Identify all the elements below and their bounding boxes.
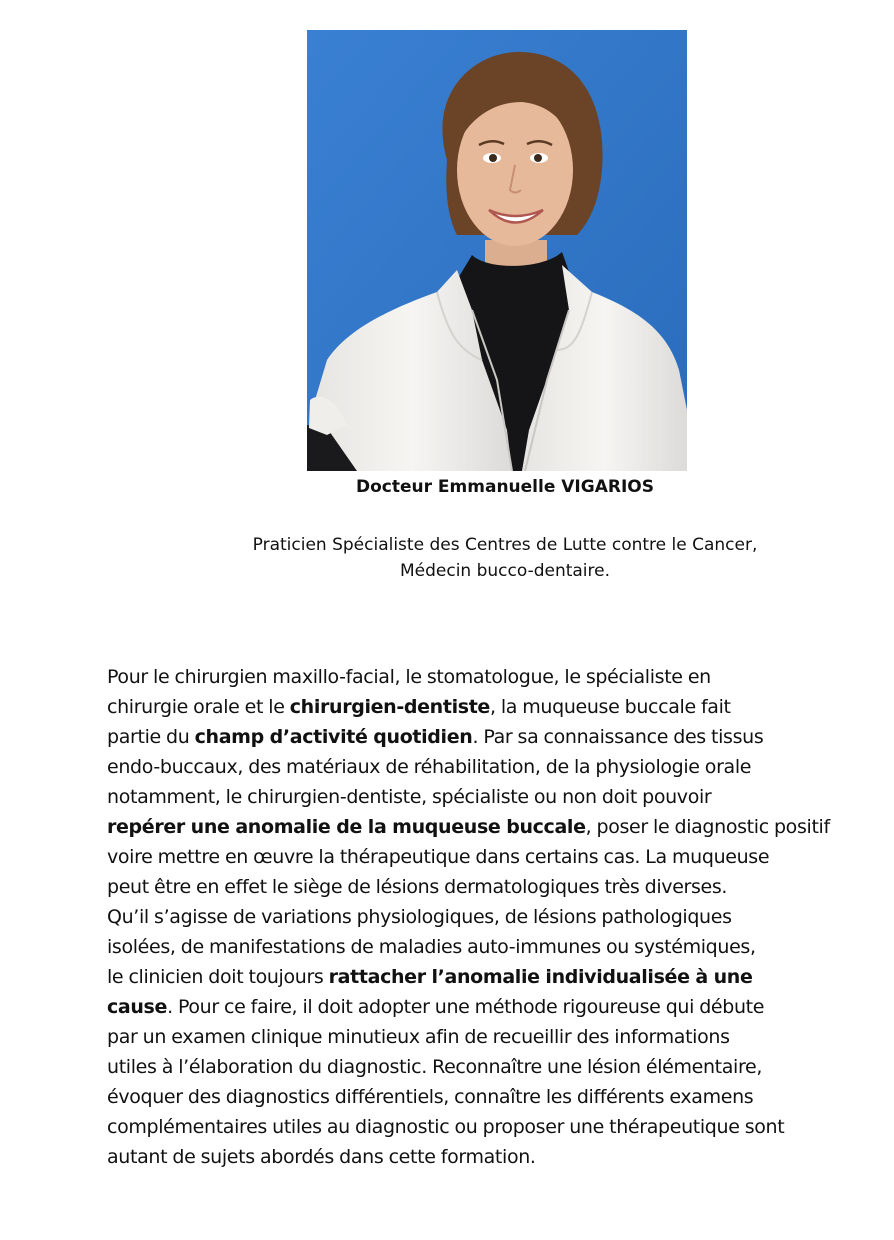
paragraph-line: endo-buccaux, des matériaux de réhabilitation, de la physiologie orale	[107, 756, 752, 778]
paragraph-line: peut être en effet le siège de lésions dermatologiques très diverses.	[107, 876, 728, 898]
paragraph-line: voire mettre en œuvre la thérapeutique dans certains cas. La muqueuse	[107, 846, 770, 868]
doctor-name: Docteur Emmanuelle VIGARIOS	[356, 477, 654, 497]
doctor-portrait-photo	[307, 30, 687, 471]
paragraph-line: Qu’il s’agisse de variations physiologiques, de lésions pathologiques	[107, 906, 732, 928]
paragraph-line: complémentaires utiles au diagnostic ou proposer une thérapeutique sont	[107, 1116, 785, 1138]
training-description	[107, 662, 877, 1172]
affiliation-line-2: Médecin bucco-dentaire.	[399, 561, 611, 581]
paragraph-line: chirurgie orale et le chirurgien-dentiste, la muqueuse buccale fait	[107, 696, 731, 718]
highlight-text: rattacher l’anomalie individualisée à une	[328, 966, 753, 988]
paragraph-line: par un examen clinique minutieux afin de recueillir des informations	[107, 1026, 730, 1048]
paragraph-line: notamment, le chirurgien-dentiste, spécialiste ou non doit pouvoir	[107, 786, 712, 808]
highlight-text: chirurgien-dentiste	[289, 696, 490, 718]
paragraph-line: repérer une anomalie de la muqueuse buccale, poser le diagnostic positif	[107, 816, 830, 838]
paragraph-line: utiles à l’élaboration du diagnostic. Reconnaître une lésion élémentaire,	[107, 1056, 763, 1078]
paragraph-line: le clinicien doit toujours rattacher l’anomalie individualisée à une	[107, 966, 753, 988]
paragraph-line: cause. Pour ce faire, il doit adopter une méthode rigoureuse qui débute	[107, 996, 765, 1018]
paragraph-line: Pour le chirurgien maxillo-facial, le stomatologue, le spécialiste en	[107, 666, 711, 688]
highlight-text: repérer une anomalie de la muqueuse buccale	[107, 816, 586, 838]
paragraph-line: isolées, de manifestations de maladies auto-immunes ou systémiques,	[107, 936, 756, 958]
paragraph-line: partie du champ d’activité quotidien. Par sa connaissance des tissus	[107, 726, 764, 748]
doctor-affiliation	[0, 532, 894, 584]
paragraph-line: autant de sujets abordés dans cette formation.	[107, 1146, 536, 1168]
highlight-text: cause	[107, 996, 168, 1018]
highlight-text: champ d’activité quotidien	[194, 726, 473, 748]
paragraph-line: évoquer des diagnostics différentiels, connaître les différents examens	[107, 1086, 754, 1108]
affiliation-line-1: Praticien Spécialiste des Centres de Lutte contre le Cancer,	[252, 535, 758, 555]
